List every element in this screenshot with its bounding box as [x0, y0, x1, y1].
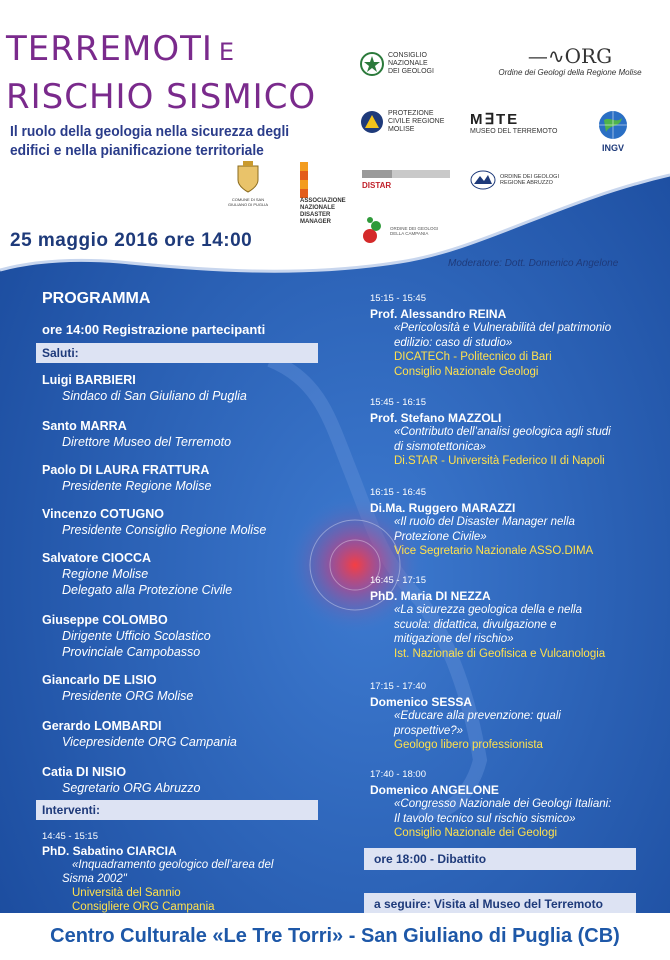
speaker-role: Sindaco di San Giuliano di Puglia	[62, 389, 247, 403]
pc-text: PROTEZIONE CIVILE REGIONE MOLISE	[388, 110, 445, 133]
speaker-greeting	[42, 764, 200, 796]
ingv-logo	[588, 110, 638, 153]
speaker-role: Delegato alla Protezione Civile	[62, 583, 233, 597]
speaker-role: Provinciale Campobasso	[62, 645, 201, 659]
distar-text: DISTAR	[362, 181, 392, 190]
distar-band-icon	[362, 170, 450, 178]
talk-affiliation: Vice Segretario Nazionale ASSO.DIMA	[394, 545, 594, 557]
title-e: E	[218, 38, 236, 66]
stripes-icon	[300, 162, 308, 198]
talk-time: 17:40 - 18:00	[370, 769, 426, 780]
talk-title-line: Sisma 2002"	[62, 873, 127, 885]
speaker-name: Giuseppe COLOMBO	[42, 613, 168, 627]
talk-time: 16:15 - 16:45	[370, 487, 426, 498]
talk-title-line: «Inquadramento geologico dell’area del	[72, 859, 274, 871]
speaker-name: Catia DI NISIO	[42, 765, 127, 779]
talk-title-line: «Congresso Nazionale dei Geologi Italiani:	[394, 798, 612, 810]
talk-title-line: mitigazione del rischio»	[394, 633, 514, 645]
org-logo	[480, 44, 660, 78]
speaker-name: Paolo DI LAURA FRATTURA	[42, 463, 210, 477]
org-text: ORG	[564, 44, 613, 68]
talk-item	[370, 574, 652, 661]
talk-affiliation: Università del Sannio	[72, 887, 181, 899]
talk-affiliation: Consiglio Nazionale Geologi	[394, 365, 539, 378]
talk-title-line: scuola: didattica, divulgazione e	[394, 618, 557, 631]
speaker-role: Segretario ORG Abruzzo	[62, 781, 201, 795]
speaker-name: Gerardo LOMBARDI	[42, 719, 162, 733]
speaker-name: Giancarlo DE LISIO	[42, 673, 157, 687]
talk-affiliation: DICATECh - Politecnico di Bari	[394, 351, 552, 363]
venue-footer: Centro Culturale «Le Tre Torri» - San Giuliano di Puglia (CB)	[0, 913, 670, 960]
assodima-logo	[300, 162, 346, 226]
talk-time: 15:45 - 16:15	[370, 397, 426, 408]
program-title: PROGRAMMA	[42, 290, 151, 307]
talk-speaker: Domenico ANGELONE	[370, 782, 499, 797]
talk-affiliation: Di.STAR - Università Federico II di Napoli	[394, 455, 605, 467]
talk-speaker: PhD. Maria DI NEZZA	[370, 588, 491, 603]
campania-emblem-icon	[362, 216, 386, 246]
moderator: Moderatore: Dott. Domenico Angelone	[448, 258, 619, 269]
talk-speaker: Prof. Stefano MAZZOLI	[370, 410, 502, 425]
speaker-greeting	[42, 418, 231, 450]
talk-item	[370, 768, 652, 841]
speaker-name: Santo MARRA	[42, 419, 127, 433]
talk-title-line: «Contributo dell’analisi geologica agli studi	[394, 426, 611, 438]
talk-affiliation: Consiglio Nazionale dei Geologi	[394, 827, 558, 839]
cng-emblem-icon	[360, 52, 384, 76]
comune-text: COMUNE DI SAN GIULIANO DI PUGLIA	[227, 197, 268, 207]
subtitle: Il ruolo della geologia nella sicurezza degli edifici e nella pianificazione territoriale	[10, 123, 290, 159]
protezione-civile-logo	[360, 110, 460, 134]
interventi-bar: Interventi:	[36, 800, 318, 820]
talk-time: 15:15 - 15:45	[370, 293, 426, 304]
speaker-role: Regione Molise	[62, 567, 149, 581]
speaker-greeting	[42, 506, 266, 538]
globe-icon	[598, 110, 628, 140]
org-abruzzo-logo	[470, 170, 570, 190]
org-sub: Ordine dei Geologi della Regione Molise	[498, 68, 642, 77]
speaker-greeting	[42, 372, 247, 404]
speaker-role: Direttore Museo del Terremoto	[62, 435, 232, 449]
title-line-2: RISCHIO SISMICO	[6, 77, 317, 117]
talk-title-line: «Pericolosità e Vulnerabilità del patrimonio	[394, 322, 612, 334]
talk-title-line: edilizio: caso di studio»	[394, 336, 513, 349]
speaker-name: Vincenzo COTUGNO	[42, 507, 165, 521]
campania-text: ORDINE DEI GEOLOGI DELLA CAMPANIA	[390, 225, 439, 236]
saluti-bar: Saluti:	[36, 343, 318, 363]
talk-speaker: PhD. Sabatino CIARCIA	[42, 844, 177, 858]
talk-title-line: di sismotettonica»	[394, 440, 487, 453]
talk-speaker: Domenico SESSA	[370, 694, 473, 709]
talk-title-line: «Educare alla prevenzione: quali	[394, 710, 561, 722]
cng-text: CONSIGLIO NAZIONALE DEI GEOLOGI	[388, 52, 434, 75]
speaker-greeting	[42, 612, 211, 660]
talk-title-line: «Il ruolo del Disaster Manager nella	[394, 516, 575, 528]
talk-time: 14:45 - 15:15	[42, 831, 98, 842]
assodima-text: ASSOCIAZIONE NAZIONALE DISASTER MANAGER	[300, 198, 346, 225]
speaker-role: Vicepresidente ORG Campania	[62, 735, 237, 749]
event-date: 25 maggio 2016 ore 14:00	[10, 230, 253, 251]
talk-speaker: Prof. Alessandro REINA	[370, 306, 507, 321]
pc-emblem-icon	[360, 110, 384, 134]
speaker-role: Presidente ORG Molise	[62, 689, 194, 703]
mete-logo	[470, 112, 570, 136]
comune-logo	[226, 160, 270, 207]
speaker-greeting	[42, 462, 211, 494]
speaker-role: Presidente Consiglio Regione Molise	[62, 523, 267, 537]
speaker-role: Presidente Regione Molise	[62, 479, 212, 493]
talk-item	[370, 396, 652, 469]
registration: ore 14:00 Registrazione partecipanti	[42, 322, 266, 337]
distar-logo	[362, 170, 462, 191]
talk-affiliation: Ist. Nazionale di Geofisica e Vulcanologia	[394, 647, 606, 660]
talk-time: 17:15 - 17:40	[370, 681, 426, 692]
talk-title-line: «La sicurezza geologica della e nella	[394, 604, 582, 616]
talk-item	[370, 292, 652, 379]
talk-title-line: Protezione Civile»	[394, 530, 487, 543]
speaker-name: Salvatore CIOCCA	[42, 551, 152, 565]
talk-affiliation: Consigliere ORG Campania	[72, 901, 215, 913]
talk-title-line: prospettive?»	[394, 724, 464, 737]
speaker-name: Luigi BARBIERI	[42, 373, 136, 387]
mete-text: M∃TE	[470, 111, 520, 128]
org-pulse-icon: —∿	[527, 44, 565, 68]
talk-affiliation: Geologo libero professionista	[394, 739, 543, 751]
abruzzo-emblem-icon	[470, 170, 496, 190]
visit-bar: a seguire: Visita al Museo del Terremoto	[364, 893, 636, 915]
title-terremoti: TERREMOTI	[6, 29, 213, 69]
mete-sub: MUSEO DEL TERREMOTO	[470, 128, 558, 135]
talk-time: 16:45 - 17:15	[370, 575, 426, 586]
talk-item	[370, 680, 652, 753]
debate-bar: ore 18:00 - Dibattito	[364, 848, 636, 870]
title-line-1	[6, 30, 235, 71]
abruzzo-text: ORDINE DEI GEOLOGI REGIONE ABRUZZO	[500, 173, 559, 186]
talk-speaker: Di.Ma. Ruggero MARAZZI	[370, 500, 516, 515]
speaker-greeting	[42, 672, 193, 704]
talk-item	[370, 486, 652, 559]
speaker-greeting	[42, 718, 237, 750]
ingv-text: INGV	[601, 143, 624, 153]
speaker-role: Dirigente Ufficio Scolastico	[62, 629, 211, 643]
org-campania-logo	[362, 216, 462, 246]
crest-icon	[235, 160, 261, 194]
talk-ciarcia	[42, 830, 322, 914]
speaker-greeting	[42, 550, 232, 598]
cng-logo	[360, 52, 450, 76]
talk-title-line: Il tavolo tecnico sul rischio sismico»	[394, 812, 576, 825]
